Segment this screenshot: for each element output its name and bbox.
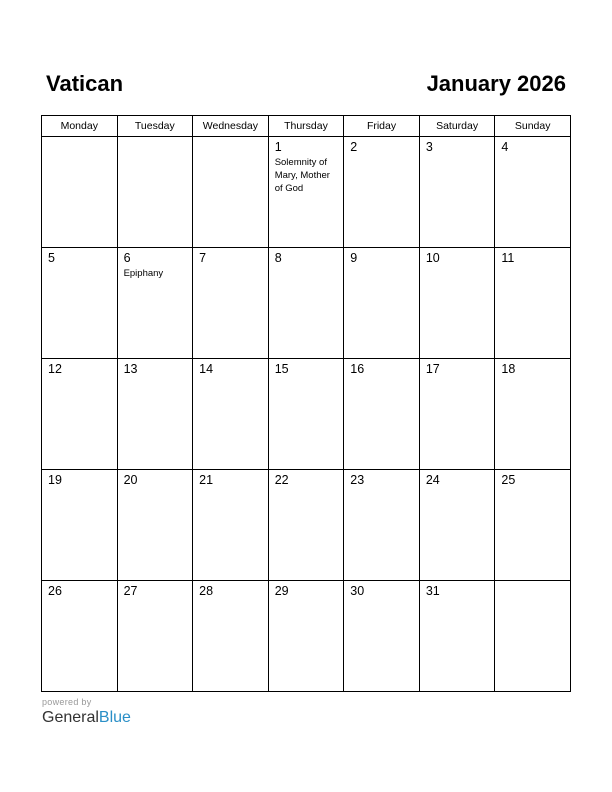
day-cell xyxy=(42,359,118,470)
week-row xyxy=(42,581,571,692)
day-number: 27 xyxy=(123,584,138,598)
holiday-event xyxy=(269,599,344,600)
day-number: 16 xyxy=(350,362,365,376)
holiday-event xyxy=(193,140,268,141)
holiday-event xyxy=(344,377,419,378)
day-number: 10 xyxy=(425,251,440,265)
brand-blue: Blue xyxy=(98,709,131,726)
day-cell xyxy=(268,581,344,692)
holiday-event xyxy=(193,377,268,378)
holiday-event xyxy=(495,488,570,489)
day-cell xyxy=(268,137,344,248)
day-number: 19 xyxy=(48,473,62,487)
day-cell xyxy=(344,359,420,470)
holiday-event xyxy=(118,140,193,141)
week-row xyxy=(42,248,571,359)
holiday-event xyxy=(420,155,495,156)
day-cell xyxy=(344,470,420,581)
day-cell xyxy=(117,359,193,470)
day-number: 28 xyxy=(199,584,214,598)
day-cell xyxy=(268,359,344,470)
holiday-event xyxy=(344,155,419,156)
holiday-event xyxy=(495,584,570,585)
holiday-event xyxy=(269,488,344,489)
day-cell xyxy=(42,470,118,581)
day-cell xyxy=(117,581,193,692)
holiday-event: Epiphany xyxy=(123,268,164,279)
holiday-event xyxy=(420,488,495,489)
day-number: 13 xyxy=(123,362,138,376)
day-number: 5 xyxy=(48,251,55,265)
day-number: 11 xyxy=(501,251,515,265)
day-number: 2 xyxy=(350,140,358,154)
weekday-saturday: Saturday xyxy=(419,116,495,137)
day-cell xyxy=(42,248,118,359)
day-cell xyxy=(193,470,269,581)
day-number: 14 xyxy=(199,362,214,376)
day-number: 1 xyxy=(274,140,282,154)
day-cell xyxy=(419,137,495,248)
generalblue-logo xyxy=(42,708,131,728)
calendar-grid xyxy=(41,115,571,692)
holiday-event xyxy=(118,599,193,600)
powered-by-text: powered by xyxy=(42,697,92,707)
day-number: 17 xyxy=(425,362,440,376)
day-number: 29 xyxy=(274,584,289,598)
day-number: 25 xyxy=(501,473,516,487)
holiday-event xyxy=(344,488,419,489)
holiday-event xyxy=(269,377,344,378)
week-row xyxy=(42,470,571,581)
day-cell xyxy=(117,248,193,359)
day-cell xyxy=(419,359,495,470)
day-number: 21 xyxy=(199,473,214,487)
day-cell xyxy=(268,248,344,359)
week-row xyxy=(42,137,571,248)
day-cell xyxy=(193,137,269,248)
day-number: 24 xyxy=(425,473,440,487)
holiday-event xyxy=(42,599,117,600)
day-number: 18 xyxy=(501,362,516,376)
day-number: 30 xyxy=(350,584,365,598)
holiday-event xyxy=(42,488,117,489)
day-cell xyxy=(344,137,420,248)
weekday-friday: Friday xyxy=(344,116,420,137)
weekday-tuesday: Tuesday xyxy=(117,116,193,137)
holiday-event xyxy=(193,599,268,600)
holiday-event xyxy=(420,599,495,600)
holiday-event xyxy=(344,266,419,267)
holiday-event xyxy=(42,266,117,267)
holiday-event xyxy=(118,377,193,378)
day-cell xyxy=(495,248,571,359)
month-year-title: January 2026 xyxy=(426,71,566,96)
day-cell xyxy=(495,137,571,248)
holiday-event xyxy=(193,488,268,489)
country-title: Vatican xyxy=(46,71,124,96)
holiday-event xyxy=(344,599,419,600)
day-number: 23 xyxy=(350,473,365,487)
day-cell xyxy=(42,581,118,692)
day-cell xyxy=(117,137,193,248)
day-number: 26 xyxy=(48,584,62,598)
holiday-event xyxy=(193,266,268,267)
week-row xyxy=(42,359,571,470)
weekday-thursday: Thursday xyxy=(268,116,344,137)
day-cell xyxy=(42,137,118,248)
weekday-wednesday: Wednesday xyxy=(193,116,269,137)
day-cell xyxy=(193,248,269,359)
day-number: 20 xyxy=(123,473,138,487)
day-cell xyxy=(193,581,269,692)
day-number: 31 xyxy=(425,584,440,598)
holiday-event xyxy=(420,377,495,378)
day-number: 8 xyxy=(274,251,282,265)
holiday-event xyxy=(420,266,495,267)
day-number: 3 xyxy=(425,140,433,154)
brand-general: General xyxy=(42,709,99,726)
day-cell xyxy=(344,581,420,692)
holiday-event xyxy=(118,488,193,489)
weekday-header-row xyxy=(42,116,571,137)
day-number: 15 xyxy=(274,362,289,376)
holiday-event xyxy=(495,155,570,156)
day-cell xyxy=(419,470,495,581)
day-number: 4 xyxy=(501,140,509,154)
day-number: 7 xyxy=(199,251,207,265)
weekday-sunday: Sunday xyxy=(495,116,571,137)
day-number: 9 xyxy=(350,251,358,265)
footer-branding xyxy=(42,697,131,728)
day-number: 12 xyxy=(48,362,62,376)
weekday-monday: Monday xyxy=(42,116,118,137)
holiday-event xyxy=(269,266,344,267)
day-number: 6 xyxy=(123,251,131,265)
day-cell xyxy=(117,470,193,581)
day-cell xyxy=(495,359,571,470)
day-cell xyxy=(495,470,571,581)
holiday-event: Solemnity of Mary, Mother of God xyxy=(274,157,330,194)
holiday-event xyxy=(495,377,570,378)
day-cell xyxy=(193,359,269,470)
day-cell xyxy=(495,581,571,692)
day-cell xyxy=(344,248,420,359)
day-cell xyxy=(419,581,495,692)
day-cell xyxy=(268,470,344,581)
holiday-event xyxy=(42,377,117,378)
holiday-event xyxy=(495,266,570,267)
day-number: 22 xyxy=(274,473,289,487)
holiday-event xyxy=(42,140,117,141)
day-cell xyxy=(419,248,495,359)
